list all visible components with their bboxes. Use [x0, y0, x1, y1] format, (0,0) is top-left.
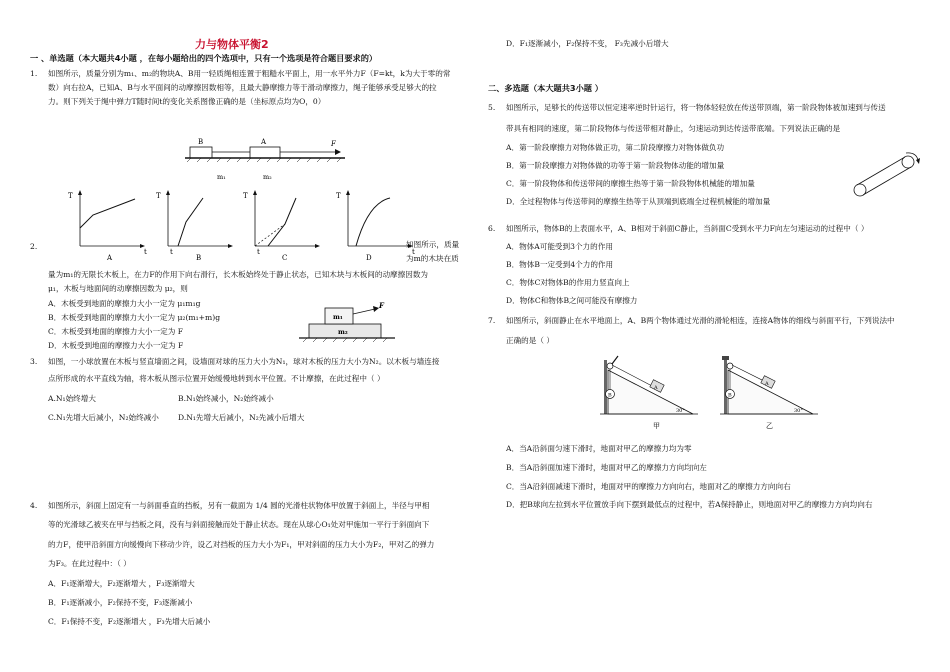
label-jia: 甲: [653, 422, 660, 430]
figure-yi: [720, 356, 818, 430]
option-a: A．物体A可能受到3个力的作用: [506, 242, 613, 251]
question-text-line: 如图所示，足够长的传送带以恒定速率逆时针运行，将一物体轻轻放在传送带顶端，第一阶段物体被加速到与传送: [506, 103, 886, 112]
question-number: 7.: [488, 316, 496, 325]
q2-head-line: 如图所示，质量: [406, 240, 460, 249]
option-a: A．木板受到地面的摩擦力大小一定为 μ₁m₁g: [48, 299, 201, 308]
handle: [612, 356, 618, 364]
option-b: B．F₁逐渐减小，F₂保持不变，F₃逐渐减小: [48, 598, 193, 607]
label-m1: m₁: [333, 313, 343, 321]
question-number: 3.: [30, 357, 38, 366]
belt-top: [857, 157, 905, 185]
label-b: B: [608, 392, 612, 399]
question-text-line: 力。则下列关于绳中弹力T随时间t的变化关系图像正确的是（坐标原点均为O，0）: [48, 97, 326, 106]
label-yi: 乙: [766, 422, 773, 430]
pulley: [727, 363, 733, 369]
q2-figure: [295, 300, 405, 348]
option-d: D.N₁先增大后减小，N₂先减小后增大: [178, 413, 305, 422]
graph-label-a: A: [107, 254, 113, 262]
section-multi-choice: 二、多选题（本大题共3小题 ）: [488, 83, 603, 93]
axis-label-t: T: [243, 192, 248, 200]
axis-label-t: T: [68, 192, 73, 200]
block-a: [250, 147, 280, 158]
graph-c: [243, 190, 320, 262]
q1-graphs: [60, 188, 430, 266]
option-a: A．第一阶段摩擦力对物体做正功，第二阶段摩擦力对物体做负功: [506, 143, 725, 152]
belt-bottom: [863, 167, 911, 195]
option-b: B．第一阶段摩擦力对物体做的功等于第一阶段物体动能的增加量: [506, 161, 725, 170]
label-b: B: [728, 392, 732, 399]
question-text-line: 如图所示，斜面静止在水平地面上，A、B两个物体通过光滑的滑轮相连，连接A物体的细线与斜面平行，下列说法中: [506, 316, 895, 325]
axis-label-x: t: [144, 248, 147, 256]
question-text-line: 正确的是（ ）: [506, 336, 554, 345]
label-a: A: [261, 138, 267, 146]
post: [724, 360, 727, 414]
axis-label-x: t: [170, 248, 173, 256]
angle-label: 30°: [794, 408, 803, 414]
option-c: C．当A沿斜面减速下滑时，地面对甲的摩擦力方向向右，地面对乙的摩擦力方向向右: [506, 482, 791, 491]
label-a: A: [654, 385, 658, 391]
option-a: A.N₁始终增大: [48, 394, 96, 403]
graph-d: [336, 190, 415, 262]
question-number: 6.: [488, 224, 496, 233]
angle-label: 30°: [676, 408, 685, 414]
axis-label-x: t: [257, 248, 260, 256]
option-b: B．当A沿斜面加速下滑时，地面对甲乙的摩擦力方向均向左: [506, 463, 707, 472]
q4-option-d: D．F₁逐渐减小，F₂保持不变， F₃先减小后增大: [506, 39, 669, 48]
section-single-choice: 一 、单选题（本大题共4小题 ，在每小题给出的四个选项中，只有一个选项是符合题目要求的）: [30, 53, 378, 63]
option-b: B．木板受到地面的摩擦力大小一定为 μ₂(m₁+m)g: [48, 313, 221, 322]
question-text-line: 如图所示，斜面上固定有一与斜面垂直的挡板，另有一截面为 1/4 圆的光滑柱状物体甲放置于斜面上，半径与甲相: [48, 501, 430, 510]
option-d: D．物体C和物体B之间可能没有摩擦力: [506, 296, 638, 305]
label-m2: m₂: [263, 173, 272, 181]
graph-label-b: B: [196, 254, 202, 262]
rotation-arrow: [906, 153, 918, 160]
q5-conveyor-figure: [850, 150, 924, 202]
option-c: C．F₁保持不变，F₂逐渐增大 ，F₃先增大后减小: [48, 617, 211, 626]
question-text-line: 如图所示，质量分别为m₁、m₂的物块A、B用一轻质绳相连置于粗糙水平面上，用一水平外力F（F=kt，k为大于零的常: [48, 69, 451, 78]
question-text-line: μ₁，木板与地面间的动摩擦因数为 μ₂，则: [48, 284, 188, 293]
graph-c-curve: [268, 198, 296, 246]
q7-figures: [598, 352, 828, 432]
axis-label-x: t: [412, 248, 415, 256]
label-m1: m₁: [217, 173, 226, 181]
label-f: F: [379, 301, 384, 310]
option-c: C．第一阶段物体和传送带间的摩擦生热等于第一阶段物体机械能的增加量: [506, 179, 755, 188]
graph-b: [156, 190, 233, 262]
graph-b-curve: [178, 198, 203, 246]
option-b: B．物体B一定受到4个力的作用: [506, 260, 614, 269]
ground-hatch: [303, 338, 387, 342]
option-a: A．当A沿斜面匀速下滑时，地面对甲乙的摩擦力均为零: [506, 444, 692, 453]
option-d: D．木板受到地面的摩擦力大小一定为 F: [48, 341, 184, 350]
option-b: B.N₁始终减小，N₂始终减小: [178, 394, 274, 403]
option-c: C.N₁先增大后减小，N₂始终减小: [48, 413, 159, 422]
option-d: D．全过程物体与传送带间的摩擦生热等于从顶端到底端全过程机械能的增加量: [506, 197, 771, 206]
block-b: [190, 147, 212, 158]
question-text-line: 的力F，使甲沿斜面方向缓慢向下移动少许，设乙对挡板的压力大小为F₁，甲对斜面的压力大小为F₂，甲对乙的弹力: [48, 540, 435, 549]
post-top: [722, 356, 729, 360]
option-d: D．把B球向左拉到水平位置放手向下摆到最低点的过程中，若A保持静止，则地面对甲乙的摩擦力方向均向右: [506, 500, 873, 509]
graph-label-d: D: [366, 254, 372, 262]
question-text-line: 数）向右拉A，已知A、B与水平面间的动摩擦因数相等，且最大静摩擦力等于滑动摩擦力，绳子能够承受足够大的拉: [48, 83, 437, 92]
option-a: A．F₁逐渐增大，F₂逐渐增大 ，F₃逐渐增大: [48, 579, 195, 588]
post: [604, 360, 607, 414]
question-text-line: 为F₃。在此过程中：（ ）: [48, 559, 131, 568]
question-number: 2.: [30, 242, 38, 251]
question-text-line: 等的光滑球乙被夹在甲与挡板之间，没有与斜面接触而处于静止状态。现在从球心O₁处对甲施加一平行于斜面向下: [48, 520, 430, 529]
graph-a-curve: [80, 199, 135, 228]
arrowhead: [335, 149, 341, 155]
axis-label-t: T: [336, 192, 341, 200]
question-text-line: 如图，一小球放置在木板与竖直墙面之间，设墙面对球的压力大小为N₁，球对木板的压力大小为N₂。以木板与墙连接: [48, 357, 440, 366]
label-b: B: [198, 138, 204, 146]
label-a: A: [765, 381, 769, 387]
graph-d-curve: [356, 198, 390, 246]
option-c: C．物体C对物体B的作用力竖直向上: [506, 278, 630, 287]
option-c: C．木板受到地面的摩擦力大小一定为 F: [48, 327, 183, 336]
q2-head-line: 为m的木块在质: [406, 254, 459, 263]
label-f: F: [331, 140, 336, 148]
force-arrow: [353, 309, 375, 314]
question-text-line: 量为m₁的无限长木板上，在力F的作用下向右滑行，长木板始终处于静止状态，已知木块与木板间的动摩擦因数为: [48, 270, 429, 279]
question-number: 4.: [30, 501, 38, 510]
question-text-line: 如图所示，物体B的上表面水平，A、B相对于斜面C静止，当斜面C受到水平力F向左匀速运动的过程中（ ）: [506, 224, 869, 233]
question-text-line: 点所形成的水平直线为轴，将木板从图示位置开始缓慢地转到水平位置。不计摩擦，在此过程中（ ）: [48, 374, 385, 383]
page-title: 力与物体平衡2: [195, 38, 269, 51]
question-number: 1.: [30, 69, 38, 78]
graph-a: [68, 190, 147, 262]
q1-blocks-figure: [155, 133, 355, 183]
question-text-line: 带具有相同的速度，第二阶段物体与传送带相对静止，匀速运动到达传送带底端。下列说法正确的是: [506, 124, 841, 133]
graph-label-c: C: [282, 254, 288, 262]
axis-label-t: T: [156, 192, 161, 200]
label-m2: m₂: [338, 328, 348, 336]
question-number: 5.: [488, 103, 496, 112]
figure-jia: [600, 356, 698, 430]
